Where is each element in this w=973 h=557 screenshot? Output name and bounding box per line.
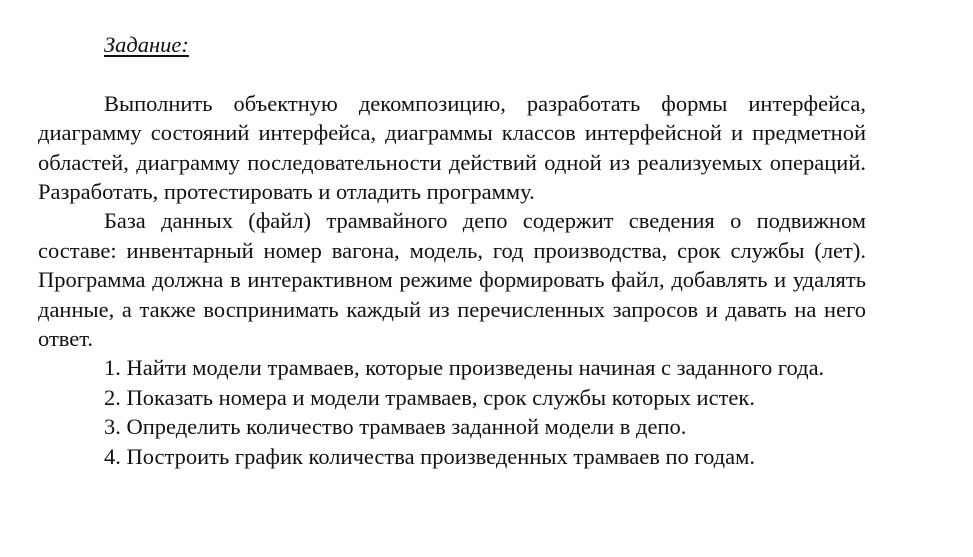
list-item-query-1: 1. Найти модели трамваев, которые произведены начиная с заданного года. — [104, 355, 825, 381]
paragraph-task-description: Выполнить объектную декомпозицию, разработать формы интерфейса, диаграмму состояний интерфейса, диаграммы классов интерфейсной и предметной областей, диаграмму последовательности действий одной из реализуемых операций. Разработать, протестировать и отладить программу. — [38, 90, 866, 205]
list-item-query-3: 3. Определить количество трамваев заданной модели в депо. — [104, 414, 687, 440]
list-item-query-2: 2. Показать номера и модели трамваев, срок службы которых истек. — [104, 384, 755, 410]
document-page — [38, 30, 866, 471]
paragraph-database-description: База данных (файл) трамвайного депо содержит сведения о подвижном составе: инвентарный номер вагона, модель, год производства, срок службы (лет). Программа должна в интерактивном режиме формировать файл, добавлять и удалять данные, а также воспринимать каждый из перечисленных запросов и давать на него ответ. — [38, 208, 866, 352]
task-heading: Задание: — [104, 32, 189, 57]
list-item-query-4: 4. Построить график количества произведенных трамваев по годам. — [104, 443, 755, 469]
